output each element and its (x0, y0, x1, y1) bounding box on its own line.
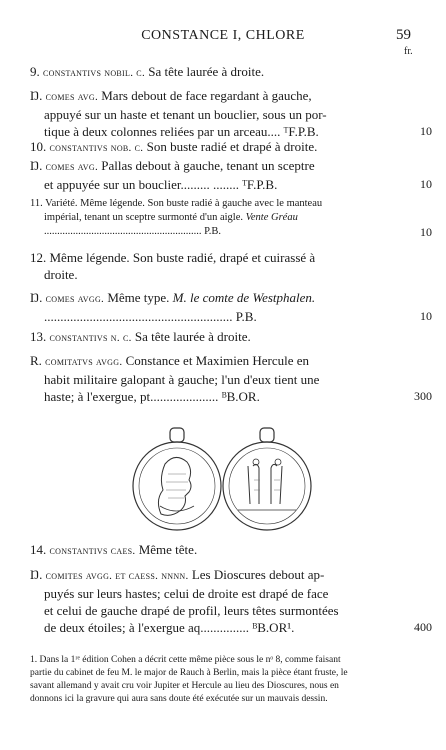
provenance-text: Vente Gréau (243, 212, 298, 223)
entry-text: 10. (30, 139, 50, 154)
provenance-text: M. le comte de Westphalen. (172, 290, 316, 305)
catalog-entry-e14 (30, 541, 420, 560)
page-number: 59 (396, 27, 411, 43)
coin-reverse-image (223, 428, 311, 530)
price-value: 10 (420, 225, 432, 239)
entry-text: Ŋ. (30, 88, 46, 103)
entry-text: Même type. (104, 290, 173, 305)
entry-text: Même tête. (135, 542, 198, 557)
entry-line (30, 308, 432, 325)
coin-legend: constantivs n. c. (49, 332, 132, 344)
entry-text: Mars debout de face regardant à gauche, (98, 88, 312, 103)
entry-line (30, 197, 420, 211)
catalog-entry-r10 (30, 157, 432, 193)
coin-legend: comitatvs avgg. (45, 356, 123, 368)
entry-text: Ŋ. (30, 290, 46, 305)
header-note: fr. (404, 46, 413, 57)
catalog-entry-e11 (30, 197, 432, 239)
entry-text: haste; à l'exergue, pt..................... ᴮB.OR. (44, 389, 260, 404)
entry-text: Ŋ. (30, 158, 46, 173)
price-value: 10 (420, 309, 432, 323)
entry-text: Sa tête laurée à droite. (131, 329, 251, 344)
entry-text: Pallas debout à gauche, tenant un sceptre (98, 158, 315, 173)
footnote-line: partie du cabinet de feu M. le major de Rauch à Berlin, mais la pièce étant fruste, le (30, 668, 348, 678)
price-value: 300 (414, 389, 432, 403)
entry-text: Ŋ. (30, 567, 46, 582)
coin-obverse-image (133, 428, 221, 530)
entry-text: ............................................................ P.B. (44, 226, 222, 237)
entry-line (30, 176, 432, 193)
entry-line (30, 585, 420, 602)
catalog-entry-e12 (30, 249, 420, 283)
entry-text: Les Dioscures debout ap- (188, 567, 325, 582)
entry-text: Constance et Maximien Hercule en (122, 353, 310, 368)
entry-line (30, 328, 420, 347)
entry-line (30, 352, 420, 371)
entry-line (30, 371, 420, 388)
coin-engraving-figure (130, 424, 316, 536)
entry-line (30, 388, 432, 405)
catalog-entry-r13 (30, 352, 432, 405)
entry-text: R. (30, 353, 46, 368)
entry-text: impérial, tenant un sceptre surmonté d'un aigle. (44, 212, 243, 223)
entry-line (30, 106, 420, 123)
catalog-entry-r12 (30, 289, 432, 325)
catalog-entry-r9 (30, 87, 432, 140)
entry-text: et celui de gauche drapé de profil, leurs têtes surmontées (44, 603, 339, 618)
entry-line (30, 225, 432, 239)
entry-line (30, 619, 432, 636)
entry-text: Sa tête laurée à droite. (145, 64, 265, 79)
price-value: 10 (420, 124, 432, 138)
entry-line (30, 63, 420, 82)
entry-text: 12. Même légende. Son buste radié, drapé et cuirassé à (30, 250, 316, 265)
entry-text: 13. (30, 329, 50, 344)
entry-line (30, 157, 420, 176)
catalog-entry-e13 (30, 328, 420, 347)
entry-line (30, 566, 420, 585)
footnote-line: donnons ici la gravure qui aura sans doute été exécutée sur un mauvais dessin. (30, 694, 328, 704)
running-title: CONSTANCE I, CHLORE (141, 28, 305, 43)
entry-text: puyés sur leurs hastes; celui de droite est drapé de face (44, 586, 329, 601)
coin-legend: comes avg. (45, 91, 98, 103)
footnote-line: savant allemand y avait cru voir Jupiter et Hercule au lieu des Dioscures, nous en (30, 681, 339, 691)
price-value: 400 (414, 620, 432, 634)
catalog-entry-r14 (30, 566, 432, 636)
catalog-entry-e9 (30, 63, 420, 82)
entry-line (30, 87, 420, 106)
price-value: 10 (420, 177, 432, 191)
entry-text: droite. (44, 267, 78, 282)
coin-legend: comes avg. (45, 161, 98, 173)
entry-text: .......................................................... P.B. (44, 309, 257, 324)
entry-text: 11. Variété. Même légende. Son buste radié à gauche avec le manteau (30, 198, 323, 209)
coin-legend: comes avgg. (45, 293, 105, 305)
coin-legend: constantivs caes. (49, 545, 136, 557)
entry-text: Son buste radié et drapé à droite. (143, 139, 318, 154)
entry-text: et appuyée sur un bouclier......... ........ ᵀF.P.B. (44, 177, 278, 192)
entry-text: habit militaire galopant à gauche; l'un d'eux tient une (44, 372, 320, 387)
coin-legend: constantivs nobil. c. (43, 67, 145, 79)
entry-line (30, 602, 420, 619)
entry-line (30, 211, 420, 225)
entry-line (30, 541, 420, 560)
entry-text: appuyé sur un haste et tenant un bouclier, sous un por- (44, 107, 327, 122)
footnote-line: 1. Dans la 1ʳᵉ édition Cohen a décrit cette même pièce sous le nᵒ 8, comme faisant (30, 655, 341, 665)
entry-line (30, 289, 420, 308)
coin-legend: constantivs nob. c. (49, 142, 144, 154)
entry-line (30, 249, 420, 266)
entry-text: 9. (30, 64, 43, 79)
coin-legend: comites avgg. et caess. nnnn. (45, 570, 189, 582)
entry-line (30, 266, 420, 283)
entry-line (30, 138, 420, 157)
entry-text: tique à deux colonnes reliées par un arceau.... ᵀF.P.B. (44, 124, 319, 139)
entry-text: 14. (30, 542, 50, 557)
entry-text: de deux étoiles; à l'exergue aq............... ᴮB.OR¹. (44, 620, 295, 635)
catalog-entry-e10 (30, 138, 420, 157)
footnote (30, 654, 424, 706)
